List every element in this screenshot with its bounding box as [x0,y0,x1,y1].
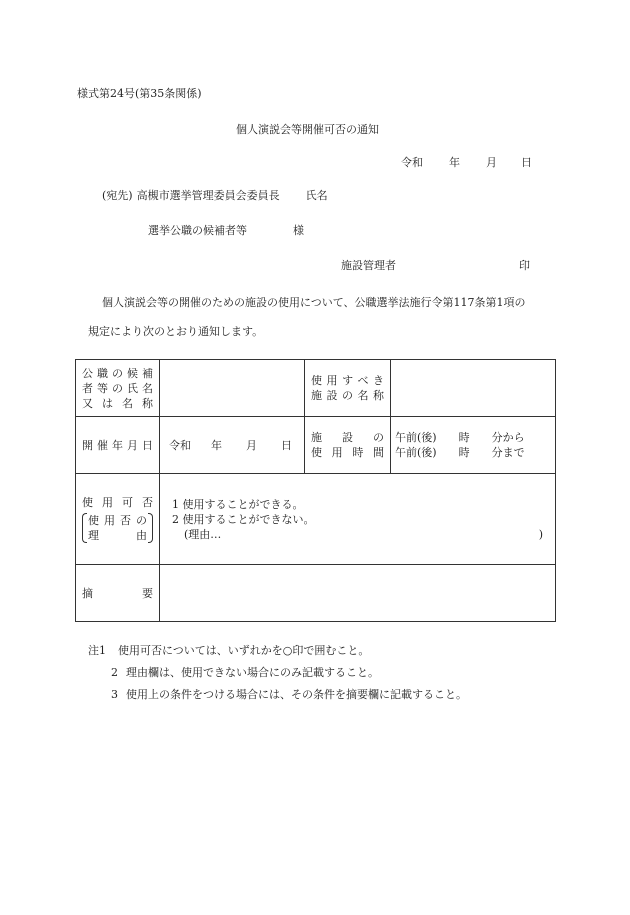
availability-label: 使用可否 使用否の 理由 [76,474,160,565]
reason-label-bracket: 使用否の 理由 [82,513,153,543]
notice-form-table [75,359,556,622]
note-3: 3 使用上の条件をつける場合には、その条件を摘要欄に記載すること。 [111,688,467,701]
summary-label: 摘要 [76,565,160,622]
usage-time-label: 施設の 使用時間 [305,417,391,474]
form-number: 様式第24号(第35条関係) [77,87,202,100]
addressee-prefix: (宛先) [102,189,133,202]
date-label: 開催年月日 [76,417,160,474]
note-2: 2 理由欄は、使用できない場合にのみ記載すること。 [111,666,379,679]
body-line-1: 個人演説会等の開催のための施設の使用について、公職選挙法施行令第117条第1項の [102,296,526,309]
addressee-name-label: 氏名 [305,189,328,202]
date-day-unit: 日 [521,156,532,169]
facility-name-field[interactable] [391,360,556,417]
option-can-use[interactable]: 1 使用することができる。 [172,497,304,511]
body-line-2: 規定により次のとおり通知します。 [88,325,264,338]
addressee-office: 高槻市選挙管理委員会委員長 [136,189,280,202]
candidate-line [148,222,304,238]
date-year-unit: 年 [449,156,460,169]
candidate-name-label: 公職の候補 者等の氏名 又は名称 [76,360,160,417]
candidate-name-field[interactable] [160,360,305,417]
note-1: 注1 使用可否については、いずれかを○印で囲むこと。 [88,644,370,657]
date-line [401,154,532,170]
reason-line: (理由… ) [184,527,543,541]
option-cannot-use[interactable]: 2 使用することができない。 [172,512,315,526]
usage-time-field[interactable] [391,417,556,474]
document-title: 個人演説会等開催可否の通知 [236,123,379,136]
date-era: 令和 [401,156,423,169]
candidate-label: 選挙公職の候補者等 [148,224,247,237]
time-to: 午前(後) 時 分まで [395,446,525,459]
date-field[interactable]: 令和 年 月 日 [160,417,305,474]
time-from: 午前(後) 時 分から [395,431,525,444]
facility-manager-label: 施設管理者 [341,259,396,272]
date-month-unit: 月 [486,156,497,169]
notes [88,640,467,706]
candidate-honorific: 様 [293,224,304,237]
addressee-line [102,187,328,203]
availability-field[interactable] [160,474,556,565]
facility-name-label: 使用すべき 施設の名称 [305,360,391,417]
summary-field[interactable] [160,565,556,622]
seal-mark: 印 [519,259,530,272]
